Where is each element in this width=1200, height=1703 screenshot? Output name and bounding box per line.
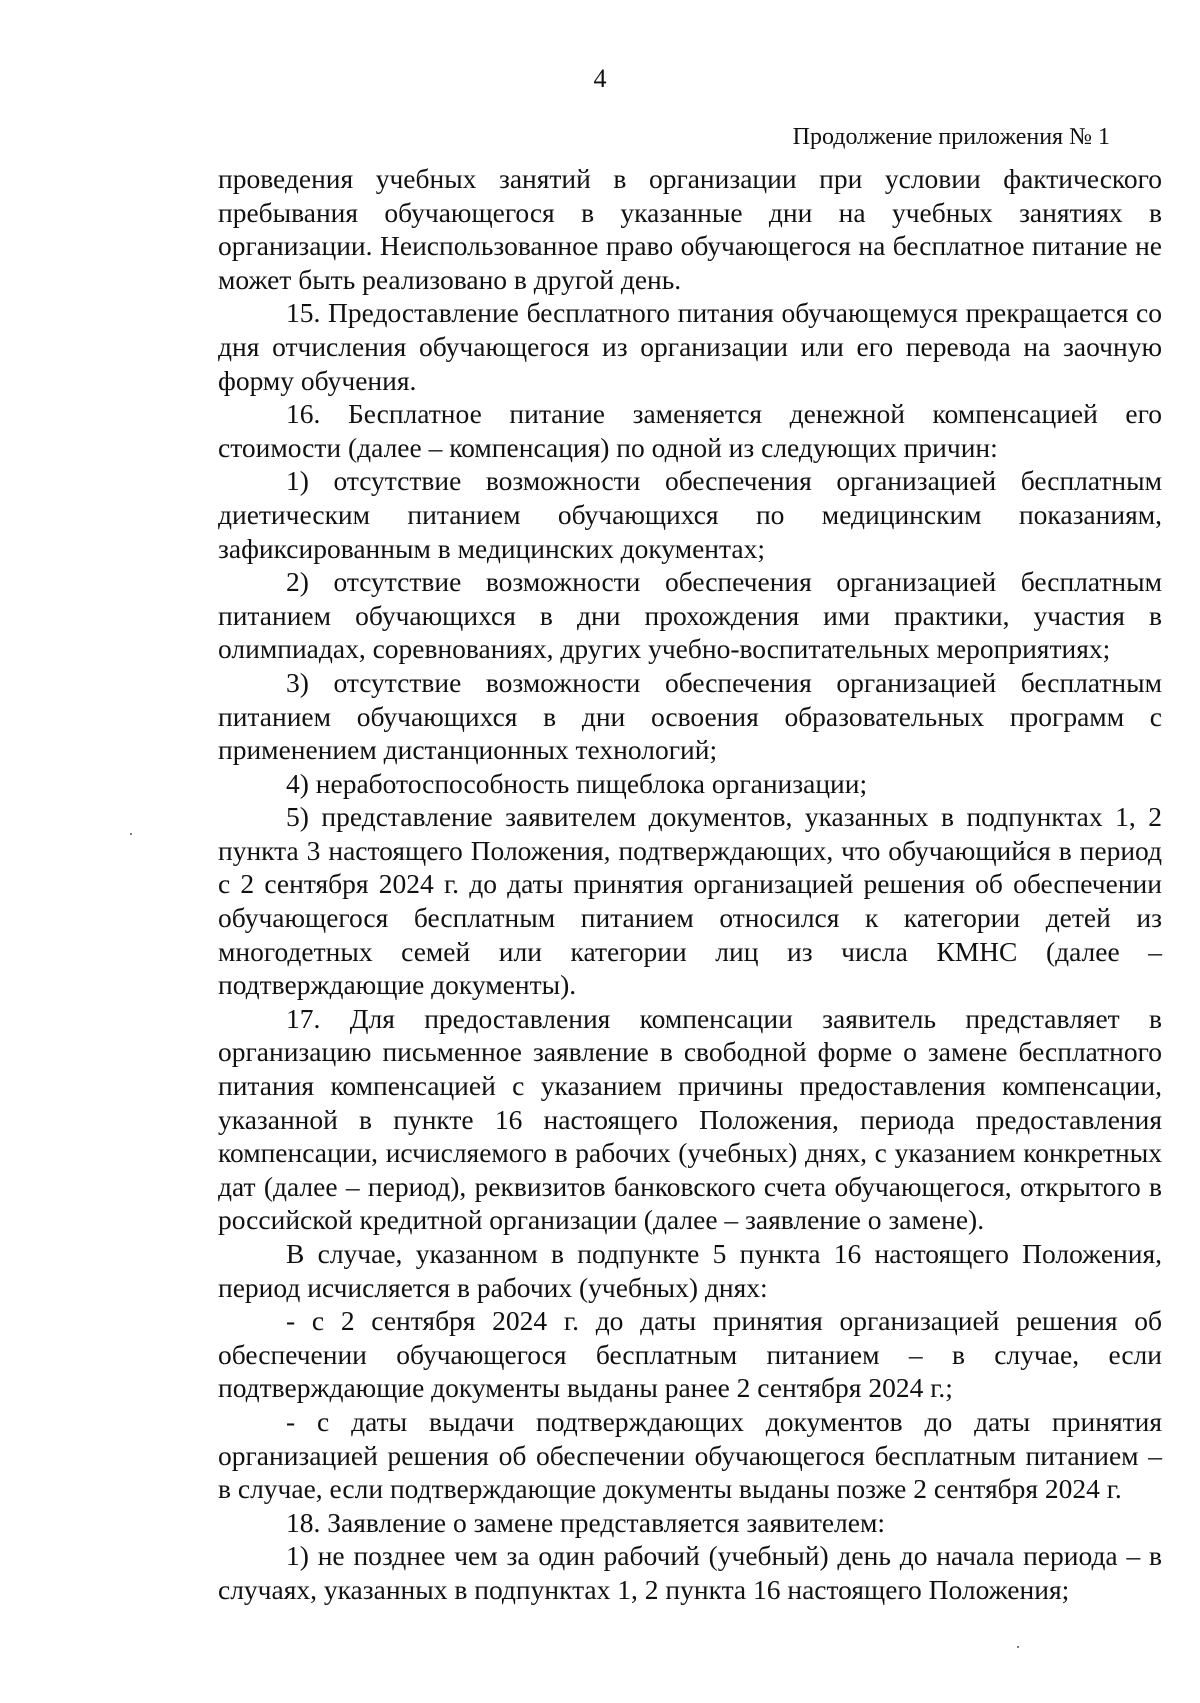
paragraph-15: 15. Предоставление бесплатного питания обучающемуся прекращается со дня отчисления обучающегося из организации или его перевода на заочную форму обучения. [218, 297, 1162, 396]
appendix-continuation-note: Продолжение приложения № 1 [792, 124, 1110, 150]
paragraph-continuation: проведения учебных занятий в организации при условии фактического пребывания обучающегося в указанные дни на учебных занятиях в организации. Неиспользованное право обучающегося на бесплатное питание не может быть реализовано в другой день. [218, 163, 1162, 295]
paragraph-16-item-1: 1) отсутствие возможности обеспечения организацией бесплатным диетическим питанием обучающихся по медицинским показаниям, зафиксированным в медицинских документах; [218, 465, 1162, 564]
paragraph-16-item-3: 3) отсутствие возможности обеспечения организацией бесплатным питанием обучающихся в дни освоения образовательных программ с применением дистанционных технологий; [218, 666, 1162, 766]
paragraph-17-case: В случае, указанном в подпункте 5 пункта 16 настоящего Положения, период исчисляется в рабочих (учебных) днях: [218, 1238, 1162, 1303]
paragraph-16-item-2: 2) отсутствие возможности обеспечения организацией бесплатным питанием обучающихся в дни прохождения ими практики, участия в олимпиадах, соревнованиях, других учебно-воспитательных мероприятиях; [218, 566, 1162, 665]
page-number: 4 [593, 64, 607, 93]
paragraph-16-item-5: 5) представление заявителем документов, указанных в подпунктах 1, 2 пункта 3 настоящего Положения, подтверждающих, что обучающийся в период с 2 сентября 2024 г. до даты принятия организацией решения об обеспечении обучающегося бесплатным питанием относился к категории детей из многодетных семей или категории лиц из числа КМНС (далее – подтверждающие документы). [218, 801, 1162, 1001]
paragraph-17-dash-2: - с даты выдачи подтверждающих документов до даты принятия организацией решения об обеспечении обучающегося бесплатным питанием – в случае, если подтверждающие документы выданы позже 2 сентября 2024 г. [218, 1405, 1162, 1505]
scan-speck [1017, 1646, 1019, 1648]
paragraph-18: 18. Заявление о замене представляется заявителем: [286, 1506, 886, 1538]
scan-speck [130, 833, 132, 835]
paragraph-17-dash-1: - с 2 сентября 2024 г. до даты принятия организацией решения об обеспечении обучающегося бесплатным питанием – в случае, если подтверждающие документы выданы ранее 2 сентября 2024 г.; [218, 1305, 1162, 1404]
paragraph-17: 17. Для предоставления компенсации заявитель представляет в организацию письменное заявление в свободной форме о замене бесплатного питания компенсацией с указанием причины предоставления компенсации, указанной в пункте 16 настоящего Положения, периода предоставления компенсации, исчисляемого в рабочих (учебных) днях, с указанием конкретных дат (далее – период), реквизитов банковского счета обучающегося, открытого в российской кредитной организации (далее – заявление о замене). [218, 1002, 1162, 1236]
paragraph-18-item-1: 1) не позднее чем за один рабочий (учебный) день до начала периода – в случаях, указанных в подпунктах 1, 2 пункта 16 настоящего Положения; [218, 1540, 1162, 1605]
paragraph-16: 16. Бесплатное питание заменяется денежной компенсацией его стоимости (далее – компенсация) по одной из следующих причин: [218, 398, 1162, 463]
document-body [218, 162, 1162, 1607]
paragraph-16-item-4: 4) неработоспособность пищеблока организации; [286, 767, 868, 799]
